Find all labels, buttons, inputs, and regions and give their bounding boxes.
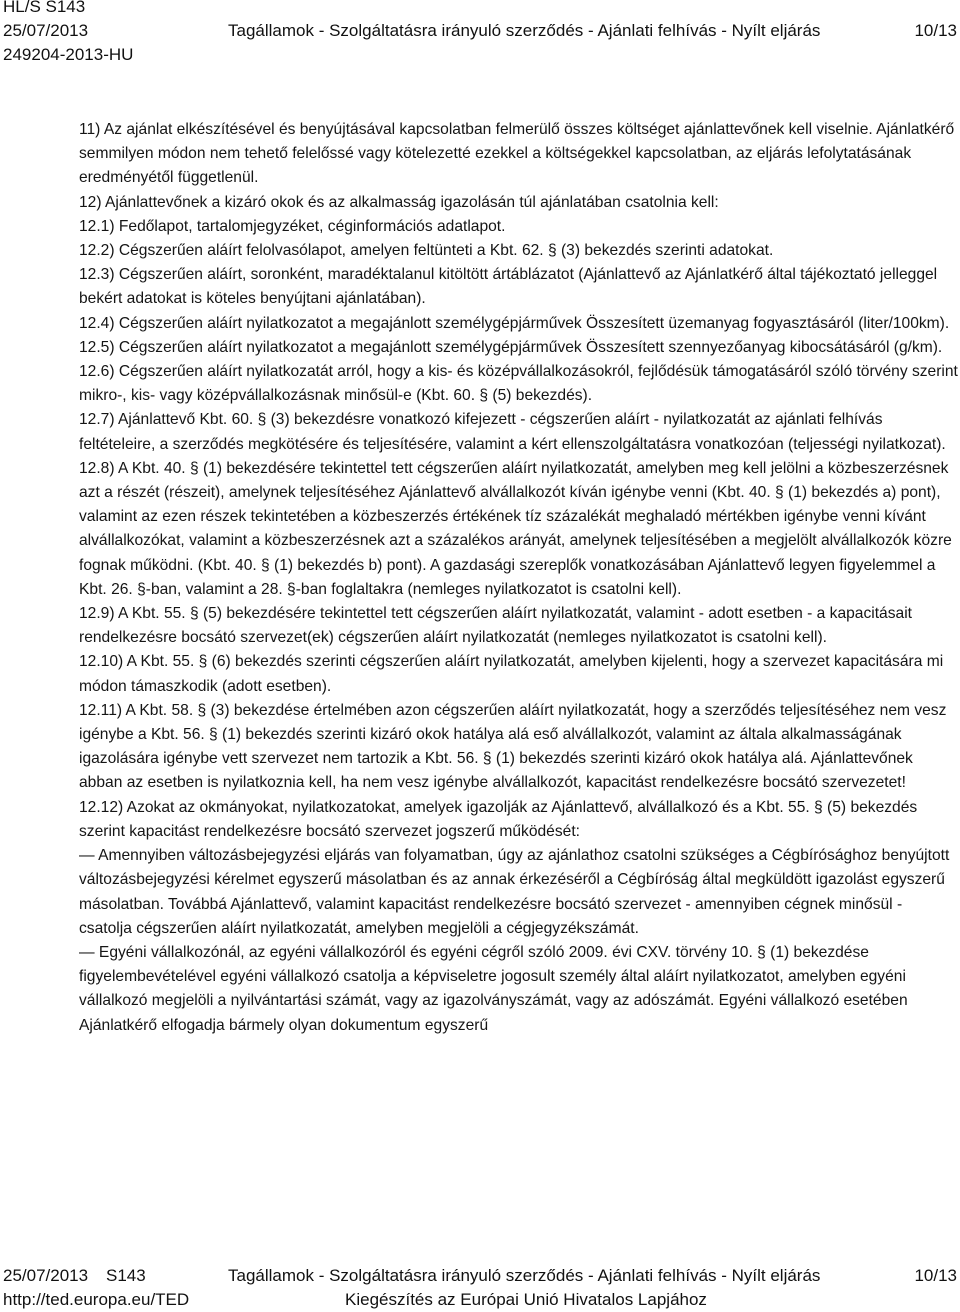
notice-number: 249204-2013-HU [3, 45, 134, 64]
footer-publisher: Kiegészítés az Európai Unió Hivatalos Lapjához [345, 1290, 707, 1309]
footer-series: S143 [106, 1266, 146, 1285]
paragraph: 12.10) A Kbt. 55. § (6) bekezdés szerinti cégszerűen aláírt nyilatkozatát, amelyben kijelenti, hogy a szervezet kapacitására mi módon támaszkodik (adott esetben). [79, 653, 944, 695]
doc-id: HL/S S143 [3, 0, 86, 16]
paragraph: 12.4) Cégszerűen aláírt nyilatkozatot a megajánlott személygépjárművek Összesített üzemanyag fogyasztásáról (liter/100km). [79, 314, 950, 332]
paragraph: 12.2) Cégszerűen aláírt felolvasólapot, amelyen feltünteti a Kbt. 62. § (3) bekezdés szerinti adatokat. [79, 242, 774, 260]
paragraph: 12.6) Cégszerűen aláírt nyilatkozatát arról, hogy a kis- és középvállalkozásokról, fejlődésük támogatásáról szóló törvény szerint mikro-, kis- vagy középvállalkozásnak minősül-e (Kbt. 60. § (5) bekezdés). [79, 363, 958, 405]
paragraph: 11) Az ajánlat elkészítésével és benyújtásával kapcsolatban felmerülő összes költséget ajánlattevőnek kell viselnie. Ajánlatkérő semmilyen módon nem tehető felelőssé vagy kötelezetté ezekkel a költségekkel kapcsolatban, az eljárás lefolytatásának eredményétől függetlenül. [79, 121, 955, 187]
header-date: 25/07/2013 [3, 21, 89, 40]
footer-page-number: 10/13 [914, 1266, 957, 1285]
footer-date: 25/07/2013 [3, 1266, 89, 1285]
paragraph: 12) Ajánlattevőnek a kizáró okok és az alkalmasság igazolásán túl ajánlatában csatolnia kell: [79, 193, 719, 211]
paragraph: 12.7) Ajánlattevő Kbt. 60. § (3) bekezdésre vonatkozó kifejezett - cégszerűen aláírt - nyilatkozatát az ajánlati felhívás feltételeire, a szerződés megkötésére és teljesítésére, valamint a kért ellenszolgáltatásra vonatkozóan (teljességi nyilatkozat). [79, 411, 946, 453]
paragraph: 12.11) A Kbt. 58. § (3) bekezdése értelmében azon cégszerűen aláírt nyilatkozatát, hogy a szerződés teljesítéséhez nem vesz igénybe a Kbt. 56. § (1) bekezdés szerinti kizáró okok hatálya alá eső alvállalkozót, valamint az általa alkalmasságának igazolására igénybe vett szervezet nem tartozik a Kbt. 56. § (1) bekezdés szerinti kizáró okok hatálya alá. Ajánlattevőnek abban az esetben is nyilatkoznia kell, ha nem vesz igénybe alvállalkozót, kapacitást rendelkezésre bocsátó szervezetet! [79, 701, 947, 792]
header-page-number: 10/13 [914, 21, 957, 40]
paragraph: 12.1) Fedőlapot, tartalomjegyzéket, céginformációs adatlapot. [79, 217, 506, 235]
paragraph: 12.3) Cégszerűen aláírt, soronként, maradéktalanul kitöltött ártáblázatot (Ajánlattevő az Ajánlatkérő által tájékoztató jelleggel bekért adatokat is köteles benyújtani ajánlatában). [79, 266, 938, 308]
footer-url-link[interactable]: http://ted.europa.eu/TED [3, 1290, 190, 1309]
paragraph: 12.5) Cégszerűen aláírt nyilatkozatot a megajánlott személygépjárművek Összesített szennyezőanyag kibocsátásáról (g/km). [79, 338, 943, 356]
paragraph: 12.12) Azokat az okmányokat, nyilatkozatokat, amelyek igazolják az Ajánlattevő, alvállalkozó és a Kbt. 55. § (5) bekezdés szerint kapacitást rendelkezésre bocsátó szervezet jogszerű működését: [79, 798, 918, 840]
footer-title: Tagállamok - Szolgáltatásra irányuló szerződés - Ajánlati felhívás - Nyílt eljárás [228, 1266, 821, 1285]
document-body [79, 118, 959, 1038]
paragraph: — Egyéni vállalkozónál, az egyéni vállalkozóról és egyéni cégről szóló 2009. évi CXV. törvény 10. § (1) bekezdése figyelembevételével egyéni vállalkozó csatolja a képviseletre jogosult személy által aláírt nyilatkozatot, amelyben egyéni vállalkozó megjelöli a nyilvántartási számát, vagy az igazolványszámát, vagy az adószámát. Egyéni vállalkozó esetében Ajánlatkérő elfogadja bármely olyan dokumentum egyszerű [79, 943, 908, 1034]
paragraph: 12.8) A Kbt. 40. § (1) bekezdésére tekintettel tett cégszerűen aláírt nyilatkozatát, amelyben meg kell jelölni a közbeszerzésnek azt a részét (részeit), amelynek teljesítéséhez Ajánlattevő alvállalkozót kíván igénybe venni (Kbt. 40. § (1) bekezdés a) pont), valamint az ezen részek tekintetében a közbeszerzés értékének tíz százalékát meghaladó mértékben igénybe venni kívánt alvállalkozókat, valamint a közbeszerzésnek azt a százalékos arányát, amelynek teljesítésében a megjelölt alvállalkozók közre fognak működni. (Kbt. 40. § (1) bekezdés b) pont). A gazdasági szereplők vonatkozásában Ajánlattevő legyen figyelemmel a Kbt. 26. §-ban, valamint a 28. §-ban foglaltakra (nemleges nyilatkozatot is csatolni kell). [79, 459, 952, 598]
header-title: Tagállamok - Szolgáltatásra irányuló szerződés - Ajánlati felhívás - Nyílt eljárás [228, 21, 821, 40]
paragraph: 12.9) A Kbt. 55. § (5) bekezdésére tekintettel tett cégszerűen aláírt nyilatkozatát, valamint - adott esetben - a kapacitásait rendelkezésre bocsátó szervezet(ek) cégszerűen aláírt nyilatkozatát (nemleges nyilatkozatot is csatolni kell). [79, 605, 913, 647]
paragraph: — Amennyiben változásbejegyzési eljárás van folyamatban, úgy az ajánlathoz csatolni szükséges a Cégbírósághoz benyújtott változásbejegyzési kérelmet egyszerű másolatban és az annak érkezéséről a Cégbíróság által megküldött igazolást egyszerű másolatban. Továbbá Ajánlattevő, valamint kapacitást rendelkezésre bocsátó szervezet - amennyiben cégnek minősül - csatolja cégszerűen aláírt nyilatkozatát, amelyben megjelöli a cégjegyzékszámát. [79, 847, 950, 937]
